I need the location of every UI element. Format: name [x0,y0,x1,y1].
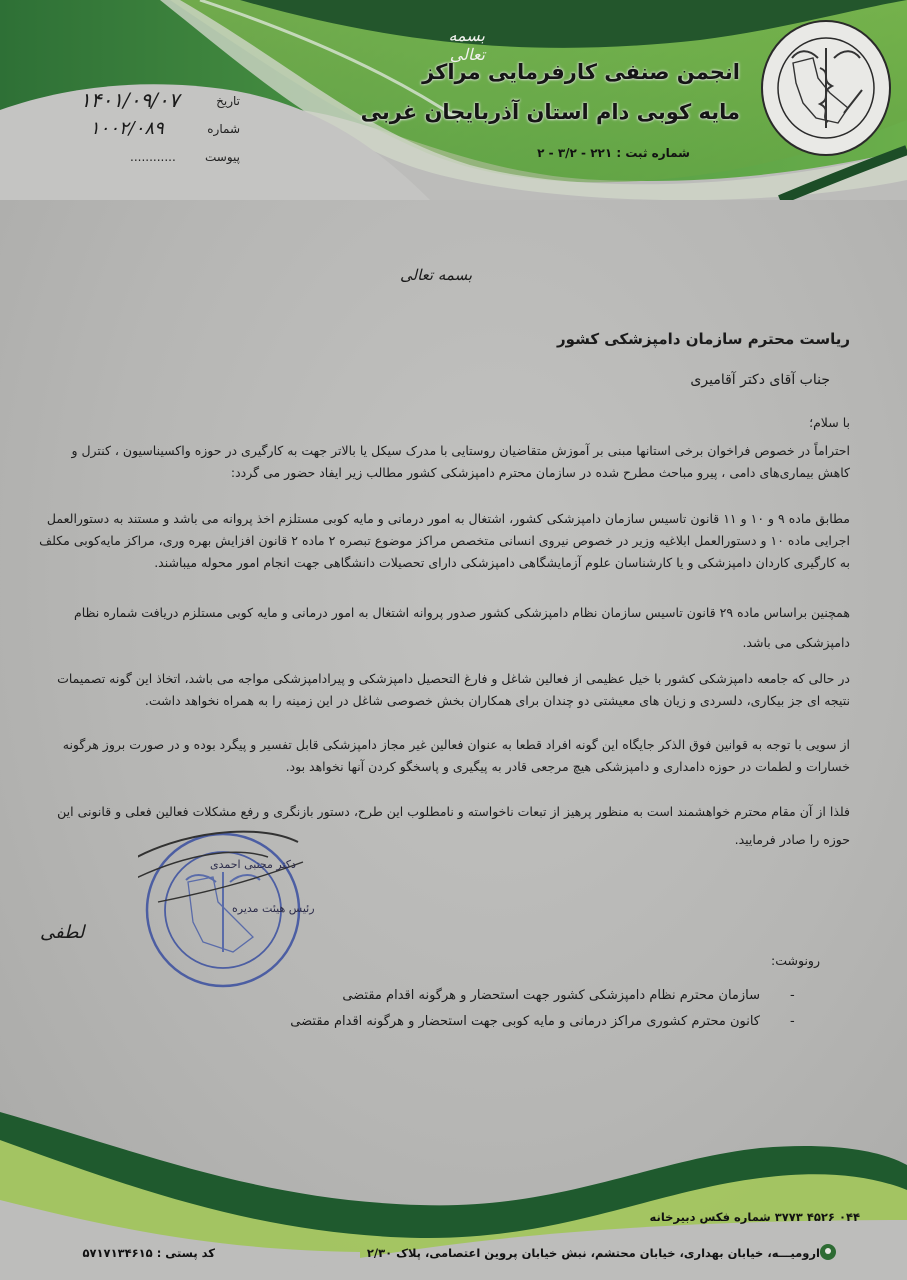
org-name-line1: انجمن صنفی کارفرمایی مراکز [422,60,740,84]
number-value: ۱۰۰۲/۰۸۹ [90,118,164,139]
bismillah-calligraphy: بسمه تعالی [448,26,485,64]
cc-label: رونوشت: [771,953,820,968]
stamp-role: رئیس هیئت مدیره [232,902,315,915]
letter-meta [80,86,240,176]
paragraph-4: در حالی که جامعه دامپزشکی کشور با خیل عظیمی از فعالین شاغل و فارغ التحصیل دامپزشکی و پیرادامپزشکی مواجه می باشد، اتخاذ این گونه تصمیمات نتیجه ای جز بیکاری، دلسردی و زیان های معیشتی دو چندان برای همکاران بخش خصوصی شاغل در این زمینه را به همراه نخواهد داشت. [57,671,850,708]
cc-item-1: سازمان محترم نظام دامپزشکی کشور جهت استحضار و هرگونه اقدام مقتضی [342,988,760,1003]
org-name-line2: مایه کوبی دام استان آذربایجان غربی [360,100,740,124]
location-pin-icon [820,1243,836,1261]
cc-bullet-1: - [790,988,795,1003]
paragraph-5: از سویی با توجه به قوانین فوق الذکر جایگاه این گونه افراد قطعا به عنوان فعالین غیر مجاز دامپزشکی قابل تفسیر و پیگرد بوده و در صورت بروز هرگونه خسارات و لطمات در حوزه دامداری و دامپزشکی هیچ مرجعی قادر به پیگیری و پاسخگو کردن آنها نخواهد بود. [62,737,850,774]
invocation: بسمه تعالی [400,266,473,284]
organization-logo-icon [758,18,894,158]
registration-number: شماره ثبت : ۲۲۱ - ۳/۲ - ۲ [537,146,690,160]
address: ارومیـــه، خیابان بهداری، خیابان محتشم، نبش خیابان پروین اعتصامی، پلاک ۲/۳۰ [366,1246,820,1260]
addressee-name: جناب آقای دکتر آقامیری [690,372,830,388]
greeting: با سلام؛ [809,415,850,430]
number-label: شماره [207,122,240,136]
paragraph-1: احتراماً در خصوص فراخوان برخی استانها مبنی بر آموزش متقاضیان روستایی با مدرک سیکل یا بالاتر جهت به کارگیری در حوزه واکسیناسیون ، کنترل و کاهش بیماری‌های دامی ، پیرو مباحث مطرح شده در سازمان محترم دامپزشکی کشور مطالب زیر ایفاد حضور می گردد: [71,443,850,480]
attachment-label: پیوست [205,150,240,164]
cc-item-2: کانون محترم کشوری مراکز درمانی و مایه کوبی جهت استحضار و هرگونه اقدام مقتضی [290,1014,760,1029]
addressee-title: ریاست محترم سازمان دامپزشکی کشور [557,330,850,348]
paragraph-2: مطابق ماده ۹ و ۱۰ و ۱۱ قانون تاسیس سازمان دامپزشکی کشور، اشتغال به امور درمانی و مایه کوبی مستلزم اخذ پروانه می باشد و مستند به دستورالعمل اجرایی ماده ۱۰ و دستورالعمل ابلاغیه وزیر در خصوص نیروی انسانی متخصص مراکز موضوع تبصره ۲ ماده ۲ قانون افزایش بهره وری، مراکز مایه‌کوبی مکلف به کارگیری کاردان دامپزشکی و یا کارشناسان علوم آزمایشگاهی دامپزشکی دارای تحصیلات دانشگاهی جهت انجام امور محوله میباشند. [39,511,850,570]
paragraph-6: فلذا از آن مقام محترم خواهشمند است به منظور پرهیز از تبعات ناخواسته و نامطلوب این طرح، دستور بازنگری و رفع مشکلات فعالین فعلی و قانونی این حوزه را صادر فرمایید. [57,804,850,847]
date-label: تاریخ [216,94,240,108]
attachment-value: ............ [130,150,176,164]
postal-code: کد پستی : ۵۷۱۷۱۳۴۶۱۵ [82,1246,215,1260]
paragraph-3: همچنین براساس ماده ۲۹ قانون تاسیس سازمان نظام دامپزشکی کشور صدور پروانه اشتغال به امور درمانی و مایه کوبی مستلزم دریافت شماره نظام دامپزشکی می باشد. [73,605,850,650]
signature-initials: لطفی [40,922,85,943]
cc-bullet-2: - [790,1014,795,1029]
date-value: ۱۴۰۱/۰۹/۰۷ [80,88,180,112]
stamp-name: دکتر مجتبی احمدی [210,858,296,871]
fax-number: ۰۴۴ ۴۵۲۶ ۳۷۷۳ شماره فکس دبیرخانه [649,1210,860,1224]
